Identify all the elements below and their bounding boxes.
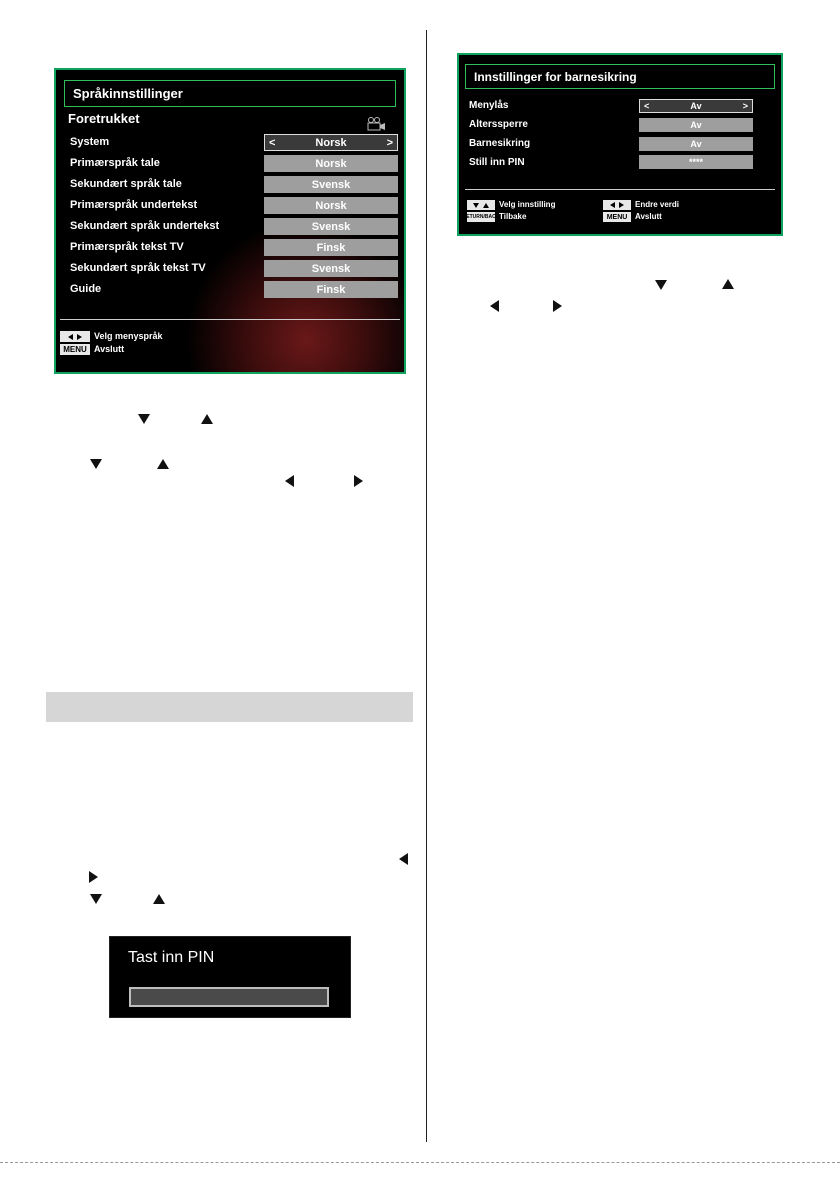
secondary-audio-value[interactable]: Svensk	[264, 176, 398, 193]
left-arrow-icon	[399, 853, 408, 865]
row-value: Norsk	[315, 136, 347, 149]
row-value: Av	[690, 101, 702, 111]
row-label-primary-audio: Primærspråk tale	[70, 157, 160, 169]
secondary-teletext-value[interactable]: Svensk	[264, 260, 398, 277]
row-label-secondary-teletext: Sekundært språk tekst TV	[70, 262, 206, 274]
select-language-hint: Velg menyspråk	[94, 331, 163, 341]
guide-language-value[interactable]: Finsk	[264, 281, 398, 298]
exit-hint: Avslutt	[635, 212, 662, 221]
age-lock-value[interactable]: Av	[639, 118, 753, 132]
return-key-badge: RETURN/BACK	[462, 214, 500, 220]
change-value-hint: Endre verdi	[635, 200, 680, 209]
row-label-primary-teletext: Primærspråk tekst TV	[70, 241, 184, 253]
left-arrow-icon	[285, 475, 294, 487]
primary-teletext-value[interactable]: Finsk	[264, 239, 398, 256]
row-label-primary-subtitle: Primærspråk undertekst	[70, 199, 198, 211]
row-label-secondary-subtitle: Sekundært språk undertekst	[70, 220, 220, 232]
menu-key-badge: MENU	[603, 212, 631, 222]
up-arrow-icon	[153, 894, 165, 904]
down-arrow-icon	[655, 280, 667, 290]
up-arrow-icon	[157, 459, 169, 469]
chevron-left-icon[interactable]: <	[644, 101, 650, 111]
chevron-right-icon[interactable]: >	[386, 136, 393, 149]
right-arrow-icon	[89, 871, 98, 883]
row-label-system: System	[70, 136, 110, 148]
left-right-keys-icon	[603, 200, 631, 210]
up-down-keys-icon	[467, 200, 495, 210]
menu-key-badge: MENU	[60, 344, 90, 355]
down-arrow-icon	[90, 894, 102, 904]
row-label-age-lock: Alterssperre	[469, 119, 528, 130]
chevron-left-icon[interactable]: <	[269, 136, 276, 149]
select-setting-hint: Velg innstilling	[499, 200, 556, 209]
down-arrow-icon	[138, 414, 150, 424]
page-bottom-rule	[0, 1162, 840, 1164]
row-label-guide: Guide	[70, 283, 102, 295]
system-language-selector[interactable]	[264, 134, 398, 151]
footer-separator	[60, 319, 400, 320]
left-right-keys-icon	[60, 331, 90, 342]
chevron-right-icon[interactable]: >	[742, 101, 748, 111]
child-lock-settings-screen	[457, 53, 783, 236]
right-arrow-icon	[354, 475, 363, 487]
screen-title: Språkinnstillinger	[64, 80, 396, 107]
footer-separator	[465, 189, 775, 190]
exit-hint: Avslutt	[94, 344, 125, 354]
set-pin-value[interactable]: ****	[639, 155, 753, 169]
section-subtitle: Foretrukket	[68, 111, 140, 126]
pin-entry-dialog	[109, 936, 351, 1018]
screen-title: Innstillinger for barnesikring	[465, 64, 775, 89]
row-label-secondary-audio: Sekundært språk tale	[70, 178, 182, 190]
primary-subtitle-value[interactable]: Norsk	[264, 197, 398, 214]
pin-dialog-title: Tast inn PIN	[128, 949, 215, 966]
section-header-bar	[46, 692, 413, 722]
left-arrow-icon	[490, 300, 499, 312]
up-arrow-icon	[722, 279, 734, 289]
primary-audio-value[interactable]: Norsk	[264, 155, 398, 172]
camera-icon	[366, 117, 386, 131]
column-divider	[426, 30, 427, 1142]
row-label-set-pin: Still inn PIN	[469, 157, 525, 168]
up-arrow-icon	[201, 414, 213, 424]
row-label-child-lock: Barnesikring	[469, 138, 531, 149]
right-arrow-icon	[553, 300, 562, 312]
language-settings-screen	[54, 68, 406, 374]
row-label-menu-lock: Menylås	[469, 100, 509, 111]
menu-lock-selector[interactable]	[639, 99, 753, 113]
pin-input[interactable]	[129, 987, 329, 1007]
child-lock-value[interactable]: Av	[639, 137, 753, 151]
down-arrow-icon	[90, 459, 102, 469]
back-hint: Tilbake	[499, 212, 527, 221]
secondary-subtitle-value[interactable]: Svensk	[264, 218, 398, 235]
